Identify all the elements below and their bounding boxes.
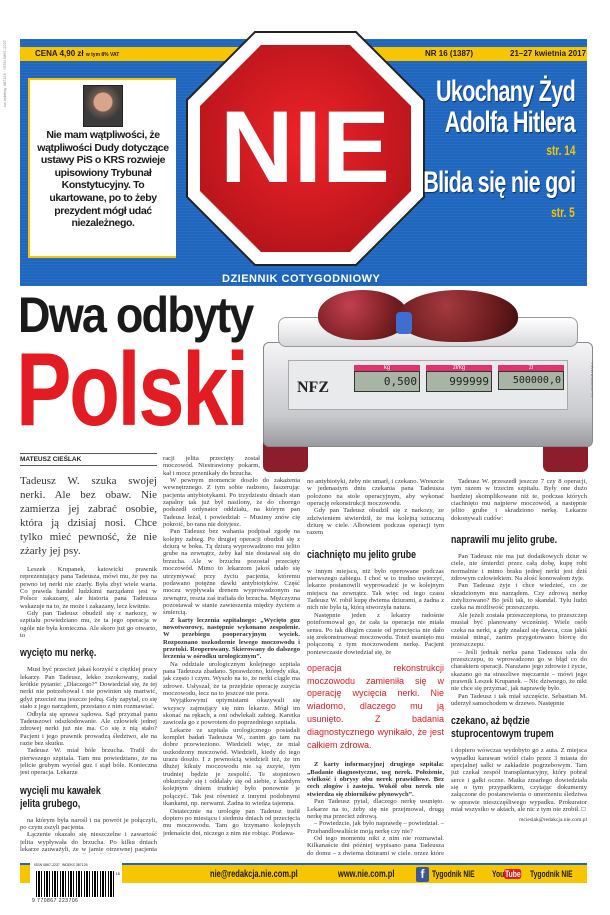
column-1 xyxy=(20,474,157,854)
logo-text: NIE xyxy=(219,90,391,204)
youtube-tube: Tube xyxy=(505,869,521,879)
teaser-2-page[interactable]: str. 5 xyxy=(551,204,575,220)
subheading: ciachnięto mu jelito grube xyxy=(307,548,417,561)
headline-line-2: Polski xyxy=(16,332,247,448)
barcode-issue-code: 16 xyxy=(115,871,120,876)
nfz-label: NFZ xyxy=(297,379,329,396)
paragraph: Odbyła się sprawa sądowa. Sąd przyznał panu Tadeuszowi odszkodowanie. Ale człowiek jednej zdrowej nerki już nie ma. Co się z nią stało? Pacjent i jego prawnik prowadzą śledztwo, ale na razie bez skutku. xyxy=(20,710,157,747)
paragraph: no antybiotyki, żeby nie umarł, i czekano. Wreszcie w jedenastym dniu czekania pana Tadeusza położono na stole operacyjnym, aby wykonać operację rekonstrukcji moczowodu. xyxy=(307,478,444,508)
display-value: 999999 xyxy=(426,371,492,392)
paragraph: Ale jeżeli została przeszczepiona, to przeszczep musiał być planowany wcześniej. Wiele osób czeka na nerki, a gdy znalazł się dawca, czas jakiś musiał minąć, zanim przygotowano biorcę do przeszczepu. xyxy=(451,611,587,649)
price: CENA 4,90 zł w tym 8% VAT xyxy=(35,49,120,58)
article-lead: Tadeusz W. szuka swojej nerki. Ale bez obaw. Nie zamierza jej zabrać osobie, która ją dzisiaj nosi. Chce tylko mieć pewność, że nie zżarły jej psy. xyxy=(20,475,157,557)
youtube-you: You xyxy=(492,869,505,879)
masthead-subtitle: DZIENNIK COTYGODNIOWY xyxy=(222,273,381,285)
ureter xyxy=(396,312,412,334)
subheading: stuprocentowym trupem xyxy=(451,728,554,741)
display-label: zł/kg xyxy=(426,365,492,371)
ean-number: 9 770867 223706 xyxy=(32,898,79,904)
barcode-bars xyxy=(36,871,116,897)
paragraph: Pan Tadeusz żyje i chce wiedzieć, co ze skradzionym mu narządem. Czy zdrową nerkę zutylizowano? Bo jeśli tak, to skandal. Tylu ludzi czeka na możliwość przeszczepu. xyxy=(451,582,587,612)
paragraph: Pan Tadeusz bez wahania podpisał zgodę na kolejny zabieg. Po drugiej operacji obudził się z dziurą w boku. Tą dziurą wyprowadzono mu jelito grube na zewnątrz, żeby kał nie dostawał się do brzucha. Ale w brzuchu pozostał przecięty moczowód. Mimo to lekarzom jakoś udało się utrzymywać przy życiu pacjenta, któremu podawano potężne dawki antybiotyków. Część moczu wypływała drenem wyprowadzonym na zewnątrz, reszta zaś trafiała do brzucha. Mężczyzna pozostawał w stanie zawieszenia między życiem a śmiercią. xyxy=(163,528,300,617)
kidney-right xyxy=(398,290,518,342)
teaser-1-line-1: Ukochany Żyd xyxy=(435,75,575,108)
paragraph: Z karty informacyjnej drugiego szpitala: „Badanie diagnostyczne, usg nerek. Położenie, wielkość i obrysy obu nerek prawidłowe. Bez cech złogów i zastoju. Wokół obu nerek nie stwierdza się zbiorników płynowych”. xyxy=(307,761,444,798)
paragraph: Leszek Krupanek, katowicki prawnik reprezentujący pana Tadeusza, mówi mu, że psy na pewno tej nerki nie zżarły. Była zbyt wiele warta. Co prawda handel ludzkimi narządami jest w Polsce zakazany, ale historia pana Tadeusza wskazuje na to, że może i zakazany, lecz kwitnie. xyxy=(20,566,157,610)
paragraph: Pan Tadeusz nie ma już dodatkowych dziur w ciele, nie śmierdzi przez całą dobę, kupę robi normalnie i mimo braku jednej nerki jest dziś zdrowym człowiekiem. Na złość konowałom żyje. xyxy=(451,553,587,583)
subheading: czekano, aż będzie xyxy=(451,715,530,728)
issue-date: 21–27 kwietnia 2017 xyxy=(510,49,587,58)
column-2 xyxy=(163,455,300,855)
youtube-link[interactable]: Tygodnik NIE xyxy=(530,869,573,879)
nie-logo-stop-sign xyxy=(185,30,426,267)
scale-display-panel xyxy=(288,360,568,410)
subheading: jelita grubego, xyxy=(20,797,81,810)
display-kg xyxy=(354,365,420,392)
footer-website[interactable]: www.nie.com.pl xyxy=(338,869,395,880)
author-email[interactable]: mcieslak@redakcja.nie.com.pl xyxy=(519,817,587,824)
paragraph: Łączenie okazało się nieszczelne i zawartość jelita wypływała do brzucha. Po kilku dniach lekarze zauważyli, że w jamie otrzewnej pacjenta xyxy=(20,831,157,853)
paragraph: Musi być przecież jakaś korzyść z ciężkiej pracy lekarzy. Pan Tadeusz, lekko zszokowany, zadał krótkie pytanie: „Dlaczego?” Dowiedział się, że tej nerki nie potrzebował i nie powinien się martwić, gdyż przecież ma jeszcze jedną. Gdy zapytał, co się stało z jego narządem, przestano z nim rozmawiać. xyxy=(20,666,157,711)
photo-credit: fot. WOJCIECH MĄKA xyxy=(590,362,594,397)
quote-box xyxy=(28,78,176,258)
kidney-scale-illustration xyxy=(258,262,598,472)
facebook-link[interactable]: Tygodnik NIE xyxy=(432,869,475,879)
paragraph: Tadeusz W. przeszedł jeszcze 7 czy 8 operacji, tym razem w trzecim szpitalu. Były one dużo bardziej skomplikowane niż te, podczas których ciachnięto mu najpierw moczowód, a następnie jelito grube i skradziono nerkę. Lekarze dokonywali cudów: xyxy=(451,478,587,522)
author-photo xyxy=(83,85,123,127)
paragraph: Z karty leczenia szpitalnego: „Wycięto guz nowotworowy, następnie wykonano zespolenie. W przebiegu pooperacyjnym wyciek. Rozpoznano uszkodzenie lewego moczowodu i przetoki. Reoperowany. Skierowany do dalszego leczenia w ośrodku urologicznym”. xyxy=(163,616,300,661)
pull-quote: operacja rekonstrukcji moczowodu zamieniła się w operację wycięcia nerki. Nie wiadomo, dlaczego mu ją usunięto. Z badania diagnostycznego wynikało, że jest całkiem zdrowa. xyxy=(307,662,444,750)
paragraph: W pewnym momencie doszło do zakażenia wewnętrznego. Z tym sobie radzono, faszerując pacjenta antybiotykami. Po trzydziestu dniach stan zapalny tak już był nasilony, że do chorego podszedł ordynator oddziału, na którym pan Tadeusz leżał, i powiedział: – Musimy znów cię pokroić, bo rana nie doiyjesz. xyxy=(163,477,300,529)
paragraph: Ostatecznie na urologię pan Tadeusz trafił dopiero po miesiącu i siedmiu dniach od przecięcia mu moczowodu. Tam go trzymano kolejnych jedenaście dni, niczego z nim nie robiąc. Podawa- xyxy=(163,807,300,837)
paragraph: Pan Tadeusz i tak miał szczęście. Sebastian M. uderzył samochodem w drzewo. Następnie xyxy=(451,692,587,707)
paragraph: Na oddziale urologicznym kolejnego szpitala pana Tadeusza zbadano. Sprawdzono, którędy sika, jak często i czym. Wyszło na to, że nerki ciągle ma zdrowe. Usłyszał, że ta przejdzie operację zszycia moczowodu, lecz na to jeszcze nie pora. xyxy=(163,660,300,697)
paragraph: i dopiero wówczas wydobyto go z auta. Z miejsca wypadku karawan wiózł ciało przez 3 miasta do specjalnej salki w zakładzie pogrzebowym. Tam już czekał zespół transplantacyjny, który pobrał serce i gałki oczne. Matka zmarłego dowiedziała się o tym przypadkiem, czytając dokumenty załączone do postanowienia o umorzeniu śledztwa w sprawie nieszczęśliwego wypadku. Prokurator miał wszystko w aktach, ale nic z tym nie zrobił. □ xyxy=(451,747,587,814)
display-total xyxy=(498,365,564,390)
paragraph: – Jeśli jednak nerka pana Tadeusza szła do przeszczepu, to wprowadzono go w błąd co do charakteru operacji. Narażano jego zdrowie i życie, skazano go na straszliwe męczarnie – mówi jego prawnik Leszek Krupanek. – Nic dziwnego, że nikt nie chce się przyznać, jak naprawdę było. xyxy=(451,648,587,693)
paragraph: Gdy pan Tadeusz obudził się z narkozy, w szpitalu powiedziano mu, że ta jego operacja w ogóle nie była konieczna. Ale skoro już go otwarto, to xyxy=(20,610,157,640)
teaser-1 xyxy=(436,76,575,138)
issn: ISSN 0867-2237 xyxy=(34,863,60,867)
youtube-icon xyxy=(492,869,521,879)
headline-line-1: Dwa odbyty xyxy=(18,287,253,343)
paragraph: Następnie jeden z lekarzy radośnie poinformował go, że cała ta operacja nie miała sensu. Po tak długim czasie od przecięcia nie dało się zrekonstruować moczowodu. Toteż usunięto mu połączoną z tym moczowodem nerkę. Pacjent poniewczasie dowiedział się, że xyxy=(307,611,444,656)
teaser-1-page[interactable]: str. 14 xyxy=(545,142,575,158)
author-byline: MATEUSZ CIEŚLAK xyxy=(20,453,157,466)
paragraph: na którym była narośl i na powrót je połączyli, po czym zszyli pacjenta. xyxy=(20,816,157,831)
subheading: wycięli mu kawałek xyxy=(20,784,101,797)
paragraph: Lekarze ze szpitala urologicznego posiadali komplet badań Tadeusza W., zanim go tam na dobre przewieziono. Wiedzieli więc, że miał uszkodzony moczowód. Wiedzieli, kiedy do tego urazu doszło. I z pewnością wiedzieli też, że im dłużej kikuty moczowodu nie są zszyte, tym trudniej będzie je zespolić. Te stopniowo obkurczały się i oddalały się od siebie, z każdym kolejnym dniem trudniej było ponownie je połączyć. Tak jest również z innymi podobnymi tkankami, np. nerwami. Żadna to wiedza tajemna. xyxy=(163,726,300,808)
side-code: na indeksy 387125 · ISSN 0867-2237 xyxy=(2,40,7,107)
paragraph: Gdy pan Tadeusz obudził się z narkozy, ze zdziwieniem stwierdził, że ma kolejną sztuczną dziurę w ciele. Albowiem podczas operacji tym razem xyxy=(307,507,444,537)
barcode xyxy=(30,862,122,906)
subheading: naprawili mu jelito grube. xyxy=(451,534,558,547)
display-value: 500000,0 xyxy=(498,371,564,390)
subheading: wycięto mu nerkę. xyxy=(20,647,97,660)
footer-email[interactable]: nie@redakcja.nie.com.pl xyxy=(210,869,298,880)
paragraph: Pan Tadeusz pytał, dlaczego nerkę usunięto. Lekarze na to, żeby się nie przejmował, drugą nerkę ma przecież zdrową. xyxy=(307,798,444,820)
issue-number: NR 16 (1387) xyxy=(425,49,474,58)
teaser-2: Blida się nie goi xyxy=(422,166,575,199)
display-value: 0,500 xyxy=(354,371,420,392)
paragraph: racji jelita przecięty został moczowód. Niestrawiony pokarm, kał i mocz przenikały do brzucha. xyxy=(163,455,260,477)
display-label: zł xyxy=(498,365,564,371)
index-number: INDEKS 387126 xyxy=(61,863,88,867)
paragraph: – Powiedzcie, jak było naprawdę – powiedział. – Przehandlowaliście moją nerkę czy nie? xyxy=(307,820,444,835)
facebook-icon: f xyxy=(416,867,429,882)
quote-text: Nie mam wątpliwości, że wątpliwości Dudy dotyczące ustawy PiS o KRS rozwieje upisowiony Trybunał Konstytucyjny. To ukartowane, po to żeby prezydent mógł udać niezależnego. xyxy=(37,129,169,230)
paragraph: Od tego momentu nikt z nim nie rozmawiał. Kilkanaście dni później wypisano pana Tadeusza do domu – z dwiema dziurami w ciele, przez które xyxy=(307,834,444,855)
kidney-left xyxy=(318,290,408,340)
column-4 xyxy=(451,478,587,855)
display-label: kg xyxy=(354,365,420,371)
paragraph: Wyjątkowymi optymistami okazywali się wszyscy zajmujący się nim lekarze. Mógł im skonać na rękach, a oni odwlekali zabieg. Karetka zawiozła go z powrotem do poprzedniego szpitala. xyxy=(163,697,300,727)
teaser-1-line-2: Adolfa Hitlera xyxy=(444,106,575,139)
paragraph: w innym miejscu, niż było operowane podczas pierwszego zabiegu. I choć w to trudno uwierzyć, lekarze postanowili wyprowadzić je w kolejnym miejscu na zewnątrz. Tak więc od tego czasu Tadeusz W. robił kupę dwiema dziurami, a żadna z nich nie była tą, którą stworzyła natura. xyxy=(307,567,444,612)
barcode-codes xyxy=(34,863,88,867)
column-3 xyxy=(307,478,444,855)
paragraph: Tadeusz W. miał bóle brzucha. Trafił do pierwszego szpitala. Tam mu powiedziano, że na jelicie grubym wyrósł guz i stąd bóle. Konieczna jest operacja. Lekarze xyxy=(20,747,157,777)
display-price-per-kg xyxy=(426,365,492,392)
